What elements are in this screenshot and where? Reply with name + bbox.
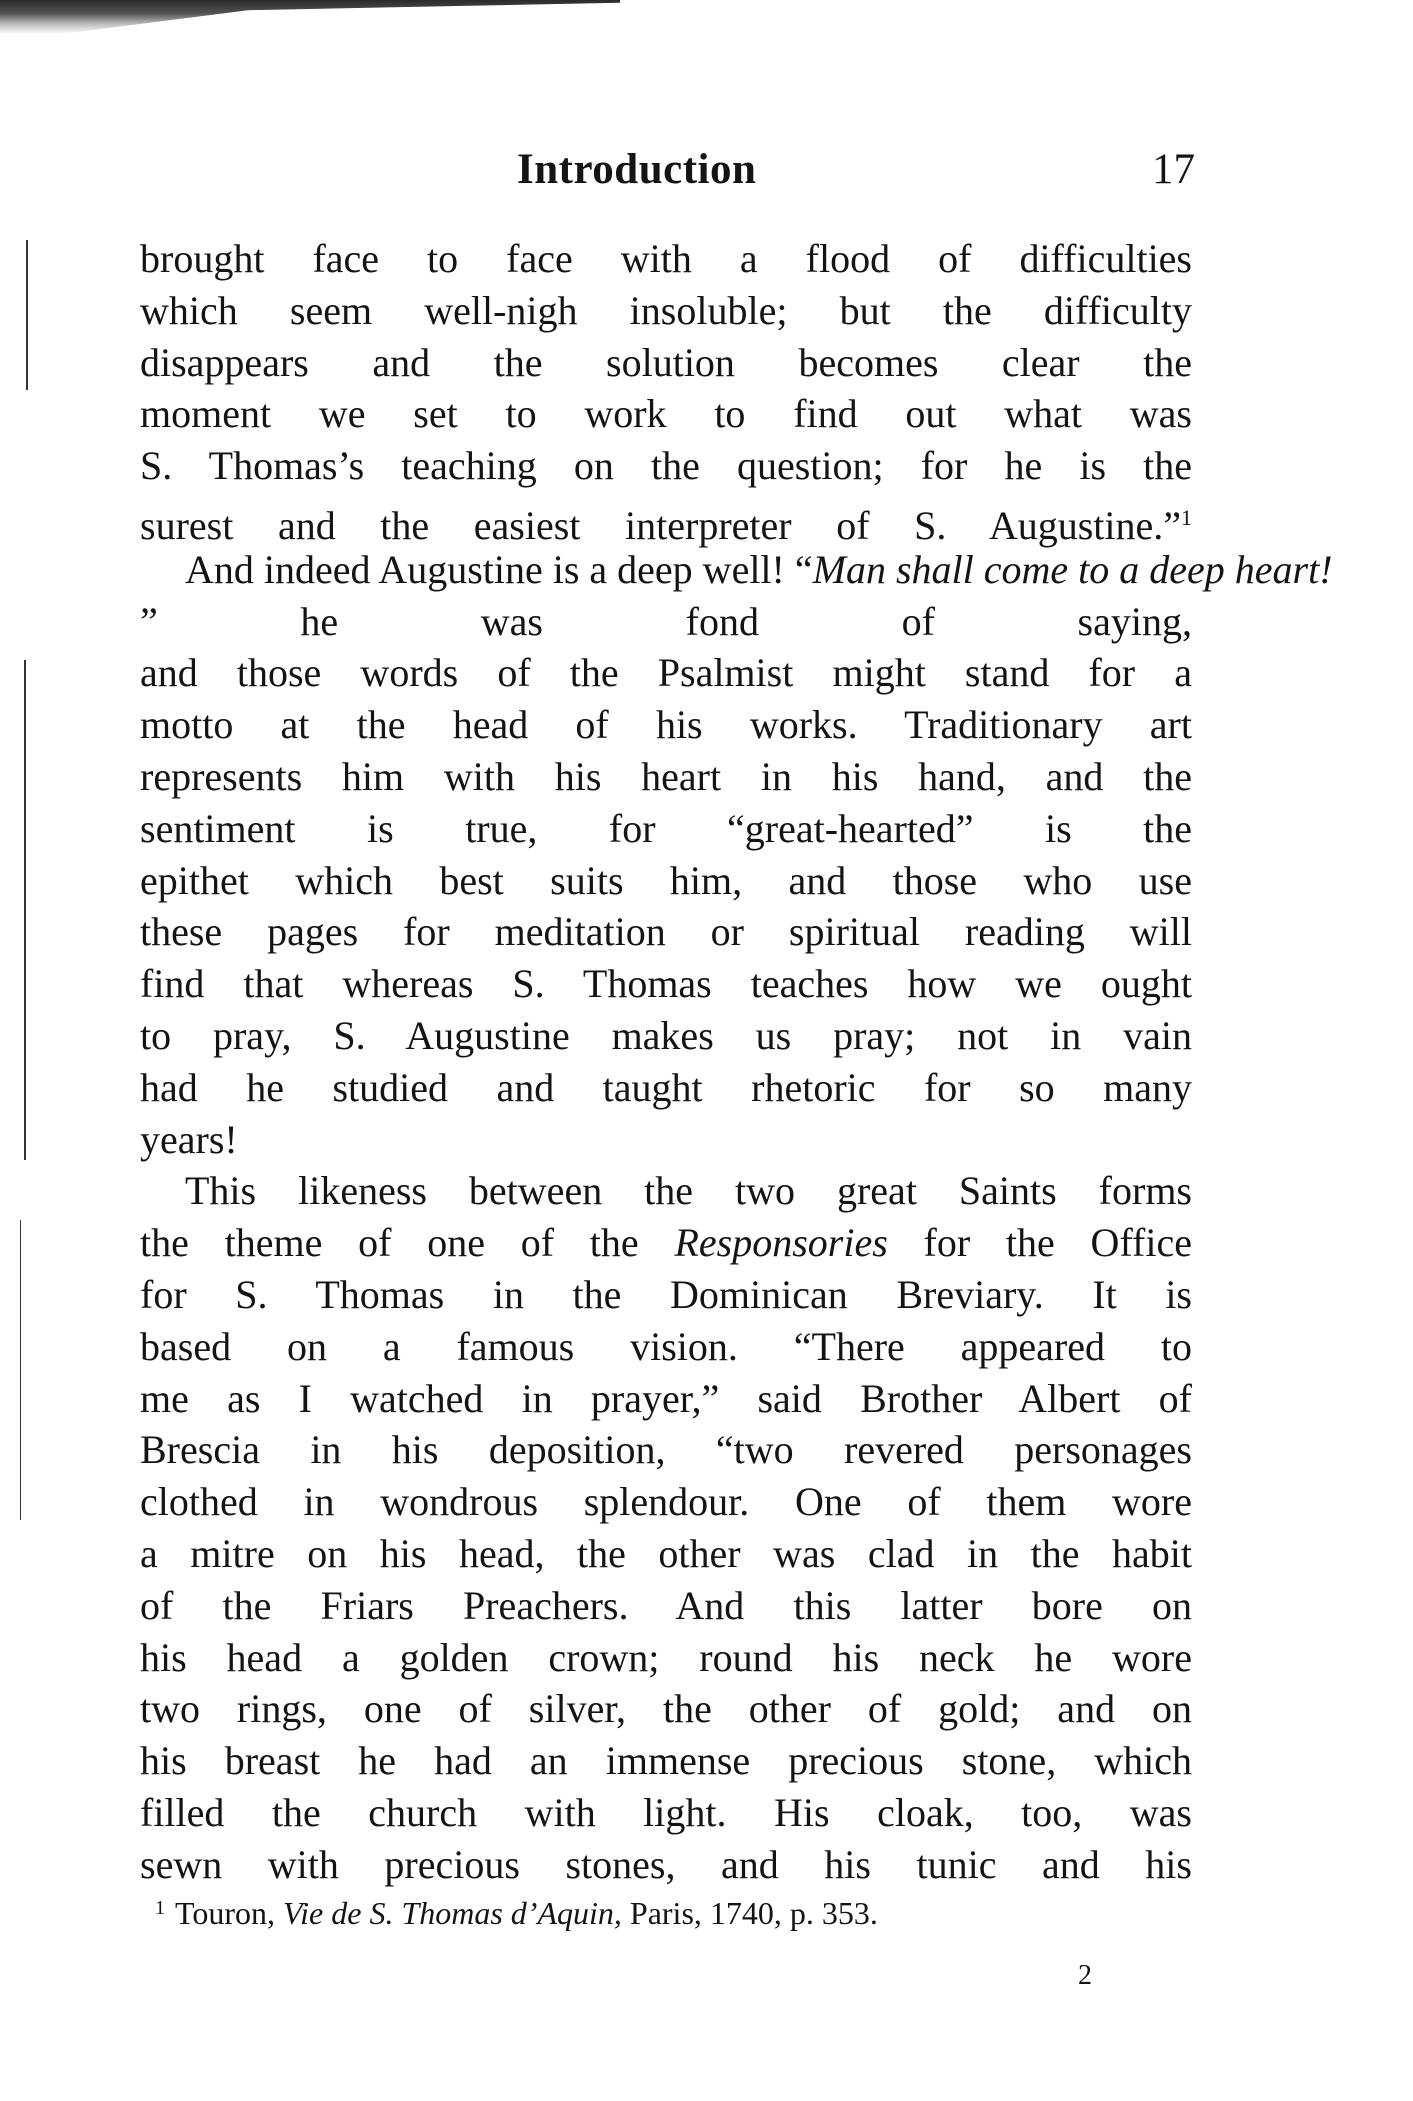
text-line: me as I watched in prayer,” said Brother Albert of <box>140 1375 1192 1421</box>
footnote-marker: 1 <box>155 1897 165 1919</box>
text-segment: for the Office <box>887 1220 1192 1266</box>
text-line: and those words of the Psalmist might stand for a <box>140 650 1192 696</box>
text-line: based on a famous vision. “There appeared to <box>140 1323 1192 1369</box>
text-line: clothed in wondrous splendour. One of them wore <box>140 1479 1192 1525</box>
text-line: moment we set to work to find out what was <box>140 391 1192 437</box>
text-line: epithet which best suits him, and those who use <box>140 857 1192 903</box>
text-line <box>140 544 1333 596</box>
text-line: his head a golden crown; round his neck he wore <box>140 1634 1192 1680</box>
text-line: for S. Thomas in the Dominican Breviary. It is <box>140 1271 1192 1317</box>
text-line <box>140 1217 1192 1269</box>
text-line: filled the church with light. His cloak, too, was <box>140 1789 1192 1835</box>
text-line: motto at the head of his works. Traditionary art <box>140 702 1192 748</box>
text-segment: the theme of one of the <box>140 1220 675 1266</box>
text-line: had he studied and taught rhetoric for so many <box>140 1064 1192 1110</box>
text-line: these pages for meditation or spiritual reading will <box>140 909 1192 955</box>
text-line: of the Friars Preachers. And this latter bore on <box>140 1582 1192 1628</box>
footnote <box>155 1895 878 1932</box>
scan-edge-shadow <box>0 0 620 34</box>
footnote-author: Touron, <box>175 1895 283 1931</box>
text-line <box>140 492 1192 548</box>
signature-mark: 2 <box>1078 1960 1092 1991</box>
footnote-reference: 1 <box>1181 504 1192 530</box>
text-line: sewn with precious stones, and his tunic and his <box>140 1841 1192 1887</box>
text-line: years! <box>140 1116 238 1162</box>
text-line: to pray, S. Augustine makes us pray; not in vain <box>140 1012 1192 1058</box>
scan-edge-mark <box>20 1220 21 1520</box>
text-line: his breast he had an immense precious stone, which <box>140 1738 1192 1784</box>
page-number: 17 <box>1152 146 1195 193</box>
italic-title: Responsories <box>674 1220 888 1266</box>
text-line: disappears and the solution becomes clear the <box>140 339 1192 385</box>
text-line: two rings, one of silver, the other of gold; and on <box>140 1686 1192 1732</box>
scan-edge-mark <box>24 660 26 1160</box>
text-line: This likeness between the two great Saints forms <box>185 1168 1192 1214</box>
scan-edge-mark <box>26 240 28 390</box>
text-line: ” he was fond of saying, <box>140 598 1192 644</box>
italic-quote: Man shall come to a deep heart! <box>812 546 1333 592</box>
text-line: Brescia in his deposition, “two revered personages <box>140 1427 1192 1473</box>
footnote-work-title: Vie de S. Thomas d’Aquin, <box>282 1895 622 1931</box>
text-segment: surest and the easiest interpreter of S. Augustine.” <box>140 502 1181 548</box>
footnote-citation: Paris, 1740, p. 353. <box>621 1895 878 1931</box>
running-head <box>140 145 1195 205</box>
text-line: S. Thomas’s teaching on the question; for he is the <box>140 443 1192 489</box>
text-segment: And indeed Augustine is a deep well! “ <box>185 546 813 592</box>
body-text <box>140 233 1333 1891</box>
text-line: sentiment is true, for “great-hearted” is the <box>140 805 1192 851</box>
chapter-title: Introduction <box>517 146 757 193</box>
text-line: represents him with his heart in his hand, and the <box>140 753 1192 799</box>
text-line: a mitre on his head, the other was clad in the habit <box>140 1530 1192 1576</box>
text-line: brought face to face with a flood of difficulties <box>140 236 1192 281</box>
text-line: which seem well-nigh insoluble; but the difficulty <box>140 287 1192 333</box>
text-line: find that whereas S. Thomas teaches how we ought <box>140 961 1192 1007</box>
